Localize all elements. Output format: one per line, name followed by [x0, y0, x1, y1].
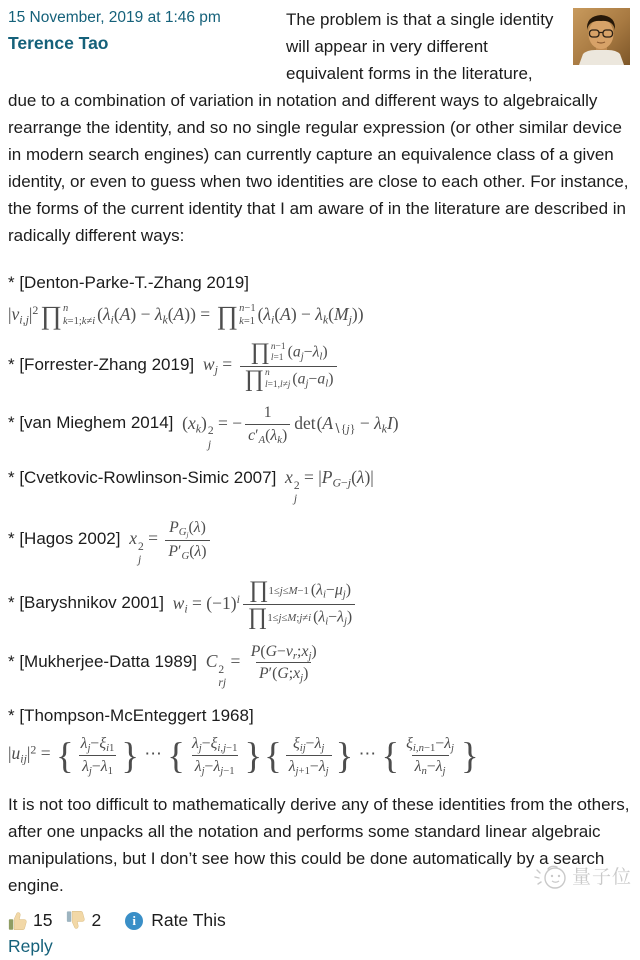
item-formula: $|uij|^2$ = { $\frac{\lambda j-\xi i1}{\lambda j-\lambda 1}$ } ⋯ { $\frac{\lambda j-\xi i,j-1}{\lambda j-\lambda j-1}$ }{ $\frac{\text{ξij−λj}}{\lambda j+1-\lambda j}$ } ⋯ { $\frac{\xi i,n-1-\lambda j}{\lambda n-\lambda j}$ }: [8, 734, 479, 777]
closing-paragraph: It is not too difficult to mathematically derive any of these identities from the others, after one unpacks all the notation and performs some standard linear algebraic manipulations, but I don’t see how this could be done automatically by a search engine.: [8, 794, 630, 895]
identity-list: [8, 269, 630, 777]
comment-meta: [8, 6, 286, 84]
item-label: * [Forrester-Zhang 2019]: [8, 355, 199, 375]
item-formula: $|vi,j|^2$ ∏ n k=1;k≠i (λi(A) − λk(A)) = ∏ n−1 k=1 (λi(A) − λk(Mj)): [8, 300, 364, 330]
watermark-text: 量子位: [571, 866, 632, 888]
item-formula: wj = ∏ n−1 l=1 (aj−λl) ∏ n l=1,l≠j (aj−al): [203, 354, 340, 374]
identity-item: [8, 579, 630, 629]
thumbs-down-icon[interactable]: [66, 910, 87, 931]
item-formula: (xk) 2 j = − $\frac{1}{c'A(\lambda k)}$ det(A∖{j} − λkI): [182, 404, 399, 451]
avatar: [573, 8, 630, 65]
likes-count: 15: [33, 910, 53, 931]
qbitai-logo-icon: [528, 862, 572, 892]
identity-item: [8, 464, 630, 506]
item-label: * [Hagos 2002]: [8, 529, 126, 549]
identity-item: [8, 702, 630, 776]
identity-item: [8, 341, 630, 391]
item-formula: wi = $(-1)^i$ ∏ 1≤j≤M−1 (λi−μj) ∏ 1≤j≤M;j≠i (λi−λj): [173, 593, 359, 613]
item-label: * [van Mieghem 2014]: [8, 413, 179, 433]
identity-item: [8, 403, 630, 452]
dislikes-count: 2: [91, 910, 102, 931]
item-label: * [Cvetkovic-Rowlinson-Simic 2007]: [8, 467, 282, 487]
item-label: * [Thompson-McEnteggert 1968]: [8, 706, 254, 726]
intro-paragraph: The problem is that a single identity will appear in very different equivalent forms in the literature, due to a combination of variation in notation and different ways to algebraically rearrange the identity, and so no single regular expression (or other similar device in modern search engines) can currently capture an equivalence class of a given identity, or even to guess when two identities are close to each other. For instance, the forms of the current identity that I am aware of in the literature are described in radically different ways:: [8, 10, 629, 245]
item-formula: C 2 rj = $\frac{P(G-vr;xj)}{P'(G;xj)}$: [205, 642, 317, 689]
identity-item: [8, 269, 630, 329]
item-label: * [Denton-Parke-T.-Zhang 2019]: [8, 273, 249, 292]
item-label: * [Baryshnikov 2001]: [8, 593, 169, 613]
reply-link[interactable]: Reply: [8, 935, 53, 956]
watermark: [528, 862, 632, 892]
comment-author-link[interactable]: Terence Tao: [8, 33, 109, 53]
comment: [8, 6, 630, 960]
item-label: * [Mukherjee-Datta 1989]: [8, 651, 202, 671]
item-formula: x 2 j = |PG−j(λ)|: [285, 466, 374, 505]
item-formula: x 2 j = $\frac{\text{PGj(λ)}}{P'G(\lambda)}$: [129, 528, 212, 548]
thumbs-up-icon[interactable]: [8, 910, 29, 931]
rating-bar: [8, 909, 630, 933]
info-icon: i: [125, 912, 143, 930]
rate-this-label: Rate This: [151, 910, 226, 931]
comment-date-link[interactable]: 15 November, 2019 at 1:46 pm: [8, 9, 221, 26]
identity-item: [8, 642, 630, 691]
identity-item: [8, 518, 630, 567]
